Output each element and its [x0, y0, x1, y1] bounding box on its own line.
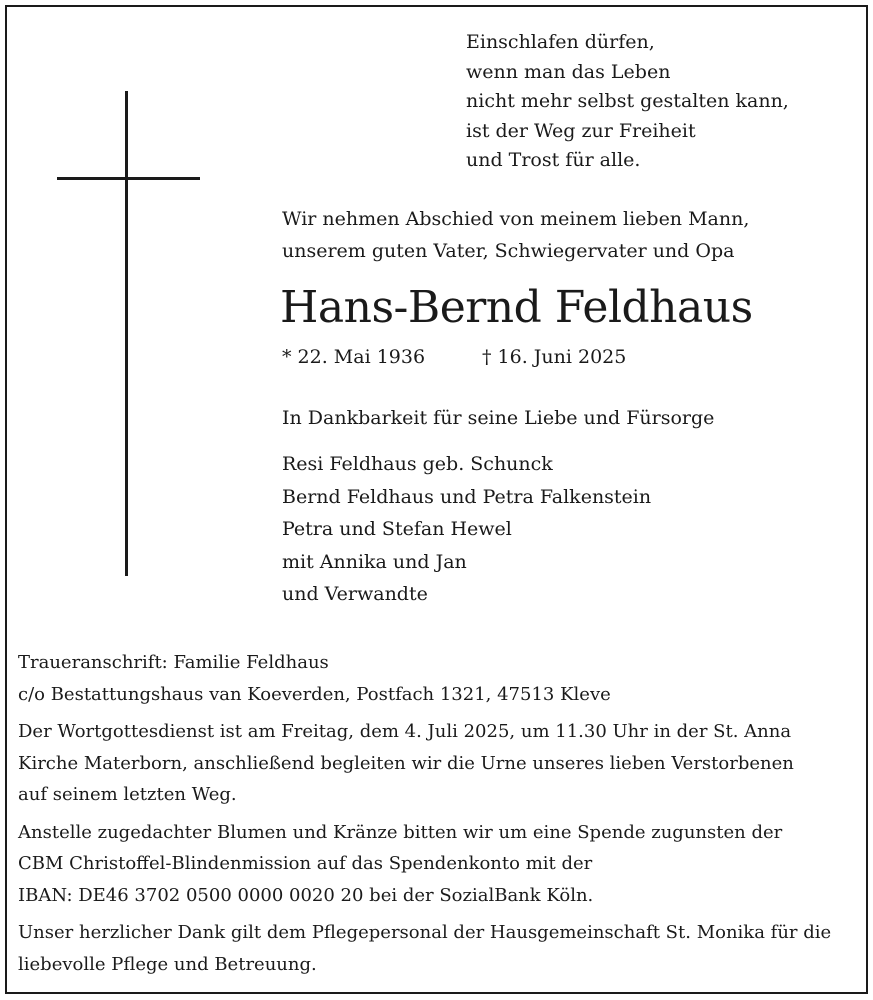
notice-details — [18, 647, 853, 986]
mourners-list — [282, 448, 651, 611]
mourner: mit Annika und Jan — [282, 550, 467, 573]
address-line: c/o Bestattungshaus van Koeverden, Postfach 1321, 47513 Kleve — [18, 683, 611, 705]
donation-info — [18, 817, 853, 912]
thanks-line: Unser herzlicher Dank gilt dem Pflegepersonal der Hausgemeinschaft St. Monika für die — [18, 922, 832, 943]
deceased-name: Hans-Bernd Feldhaus — [280, 282, 753, 333]
poem — [466, 28, 789, 176]
address-line: Traueranschrift: Familie Feldhaus — [18, 652, 329, 673]
donation-line: IBAN: DE46 3702 0500 0000 0020 20 bei der SozialBank Köln. — [18, 884, 594, 906]
mourner: Petra und Stefan Hewel — [282, 518, 512, 540]
poem-line: nicht mehr selbst gestalten kann, — [466, 90, 789, 112]
service-info — [18, 716, 853, 811]
poem-line: Einschlafen dürfen, — [466, 31, 655, 53]
cross-icon-bar — [57, 177, 200, 180]
mourning-address — [18, 647, 853, 710]
donation-line: CBM Christoffel-Blindenmission auf das Spendenkonto mit der — [18, 853, 593, 874]
gratitude-line: In Dankbarkeit für seine Liebe und Fürsorge — [282, 407, 715, 429]
service-line: Der Wortgottesdienst ist am Freitag, dem 4. Juli 2025, um 11.30 Uhr in der St. Anna — [18, 721, 792, 742]
service-line: auf seinem letzten Weg. — [18, 784, 237, 805]
service-line: Kirche Materborn, anschließend begleiten wir die Urne unseres lieben Verstorbenen — [18, 752, 794, 774]
donation-line: Anstelle zugedachter Blumen und Kränze bitten wir um eine Spende zugunsten der — [18, 821, 783, 843]
thanks-note — [18, 917, 853, 980]
farewell-intro — [282, 203, 749, 267]
intro-line: unserem guten Vater, Schwiegervater und Opa — [282, 240, 735, 262]
birth-date: * 22. Mai 1936 — [282, 346, 426, 368]
cross-icon — [125, 91, 128, 576]
poem-line: und Trost für alle. — [466, 149, 641, 171]
death-date: † 16. Juni 2025 — [482, 346, 627, 368]
thanks-line: liebevolle Pflege und Betreuung. — [18, 953, 317, 975]
intro-line: Wir nehmen Abschied von meinem lieben Mann, — [282, 208, 750, 230]
mourner: Resi Feldhaus geb. Schunck — [282, 453, 553, 475]
mourner: Bernd Feldhaus und Petra Falkenstein — [282, 485, 652, 508]
poem-line: ist der Weg zur Freiheit — [466, 119, 696, 142]
poem-line: wenn man das Leben — [466, 60, 671, 83]
mourner: und Verwandte — [282, 583, 428, 605]
